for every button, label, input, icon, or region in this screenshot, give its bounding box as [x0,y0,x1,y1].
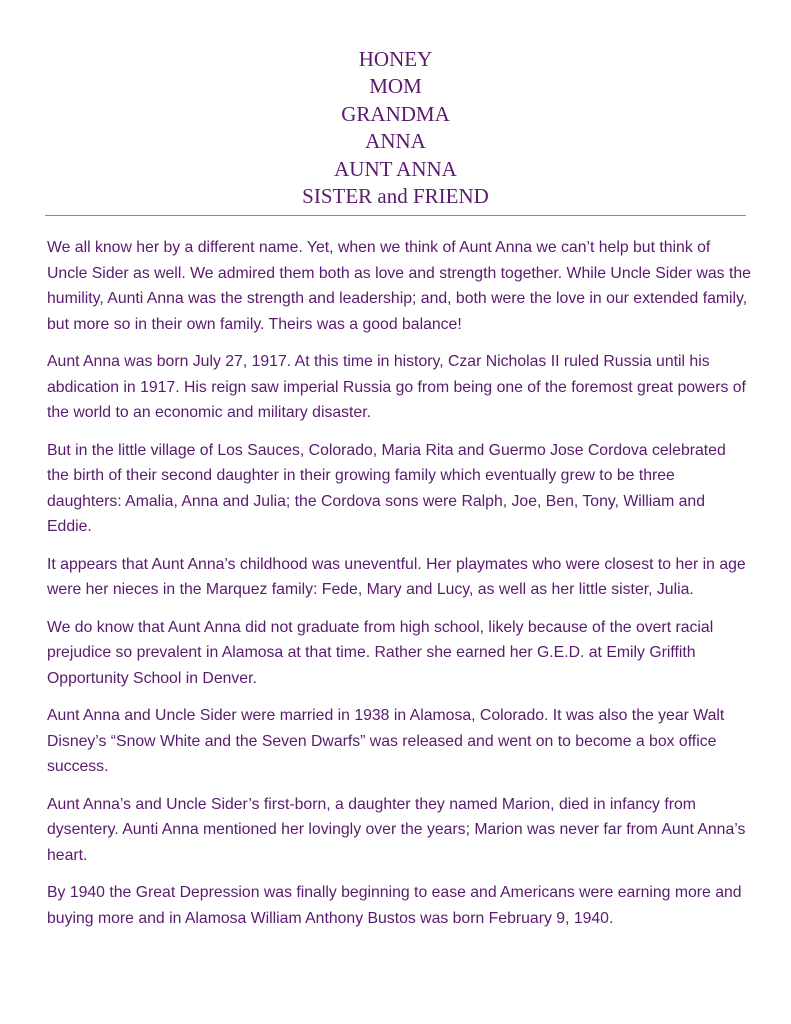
paragraph-childhood: It appears that Aunt Anna’s childhood was uneventful. Her playmates who were closest to her in age were her nieces in the Marquez family: Fede, Mary and Lucy, as well as her little sister, Julia. [47,555,746,598]
title-line-sister-and-friend: SISTER and FRIEND [302,184,489,209]
paragraph-education: We do know that Aunt Anna did not graduate from high school, likely because of the overt racial prejudice so prevalent in Alamosa at that time. Rather she earned her G.E.D. at Emily Griffith Opportunity School in Denver. [47,618,714,687]
title-divider [45,215,746,216]
paragraph-marriage: Aunt Anna and Uncle Sider were married in 1938 in Alamosa, Colorado. It was also the year Walt Disney’s “Snow White and the Seven Dwarfs” was released and went on to become a box office success. [47,707,725,775]
title-block [0,46,791,210]
paragraph-birth: Aunt Anna was born July 27, 1917. At this time in history, Czar Nicholas II ruled Russia until his abdication in 1917. His reign saw imperial Russia go from being one of the foremost great powers of the world to an economic and military disaster. [47,353,746,421]
title-line-aunt-anna: AUNT ANNA [334,156,457,181]
body-text [47,235,752,943]
title-line-mom: MOM [369,74,422,99]
paragraph-marion: Aunt Anna’s and Uncle Sider’s first-born, a daughter they named Marion, died in infancy from dysentery. Aunti Anna mentioned her lovingly over the years; Marion was never far from Aunt Anna’s heart. [47,795,746,864]
title-line-anna: ANNA [365,129,426,154]
paragraph-intro: We all know her by a different name. Yet, when we think of Aunt Anna we can’t help but think of Uncle Sider as well. We admired them both as love and strength together. While Uncle Sider was the humility, Aunti Anna was the strength and leadership; and, both were the love in our extended family, but more so in their own family. Theirs was a good balance! [47,239,751,333]
paragraph-william: By 1940 the Great Depression was finally beginning to ease and Americans were earning more and buying more and in Alamosa William Anthony Bustos was born February 9, 1940. [47,884,742,927]
title-line-grandma: GRANDMA [341,101,450,126]
title-line-honey: HONEY [358,47,433,71]
paragraph-family: But in the little village of Los Sauces, Colorado, Maria Rita and Guermo Jose Cordova celebrated the birth of their second daughter in their growing family which eventually grew to be three daughters: Amalia, Anna and Julia; the Cordova sons were Ralph, Joe, Ben, Tony, William and Eddie. [47,441,726,535]
